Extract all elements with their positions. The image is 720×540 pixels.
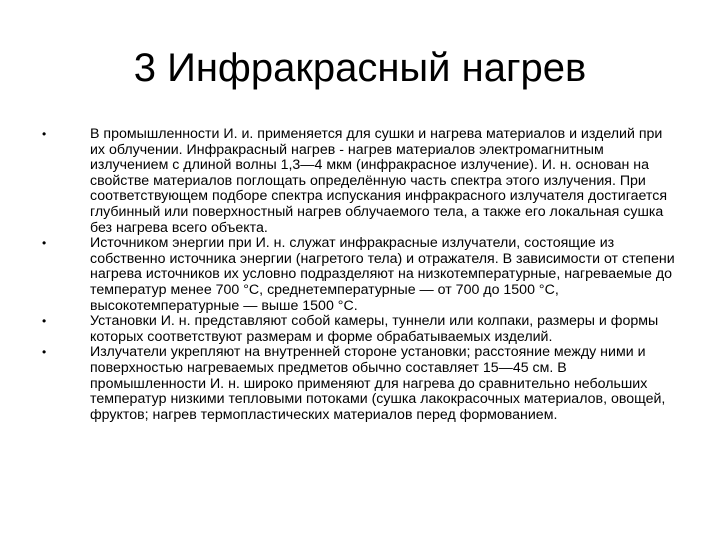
- bullet-text: Источником энергии при И. н. служат инфракрасные излучатели, состоящие из собственно источника энергии (нагретого тела) и отражателя. В зависимости от степени нагрева источников их условно подразделяют на низкотемпературные, нагреваемые до температур менее 700 °С, среднетемпературные — от 700 до 1500 °С, высокотемпературные — выше 1500 °С.: [90, 235, 675, 314]
- bullet-icon: •: [42, 236, 47, 251]
- bullet-text: Установки И. н. представляют собой камеры, туннели или колпаки, размеры и формы которых соответствуют размерам и форме обрабатываемых изделий.: [90, 313, 659, 345]
- bullet-list: [40, 127, 680, 423]
- bullet-item: [40, 127, 680, 236]
- bullet-item: [40, 345, 680, 423]
- slide-title: 3 Инфракрасный нагрев: [133, 46, 587, 90]
- bullet-icon: •: [42, 314, 47, 329]
- bullet-icon: •: [42, 127, 47, 141]
- bullet-item: [40, 314, 680, 345]
- bullet-text: В промышленности И. и. применяется для сушки и нагрева материалов и изделий при их облучении. Инфракрасный нагрев - нагрев материалов электромагнитным излучением с длиной волны 1,3—4 мкм (инфракрасное излучение). И. н. основан на свойстве материалов поглощать определённую часть спектра этого излучения. При соответствующем подборе спектра испускания инфракрасного излучателя достигается глубинный или поверхностный нагрев облучаемого тела, а также его локальная сушка без нагрева всего объекта.: [90, 126, 668, 236]
- bullet-icon: •: [42, 345, 47, 360]
- bullet-text: Излучатели укрепляют на внутренней стороне установки; расстояние между ними и поверхностью нагреваемых предметов обычно составляет 15—45 см. В промышленности И. н. широко применяют для нагрева до сравнительно небольших температур низкими тепловыми потоками (сушка лакокрасочных материалов, овощей, фруктов; нагрев термопластических материалов перед формованием.: [90, 344, 666, 423]
- bullet-item: [40, 236, 680, 314]
